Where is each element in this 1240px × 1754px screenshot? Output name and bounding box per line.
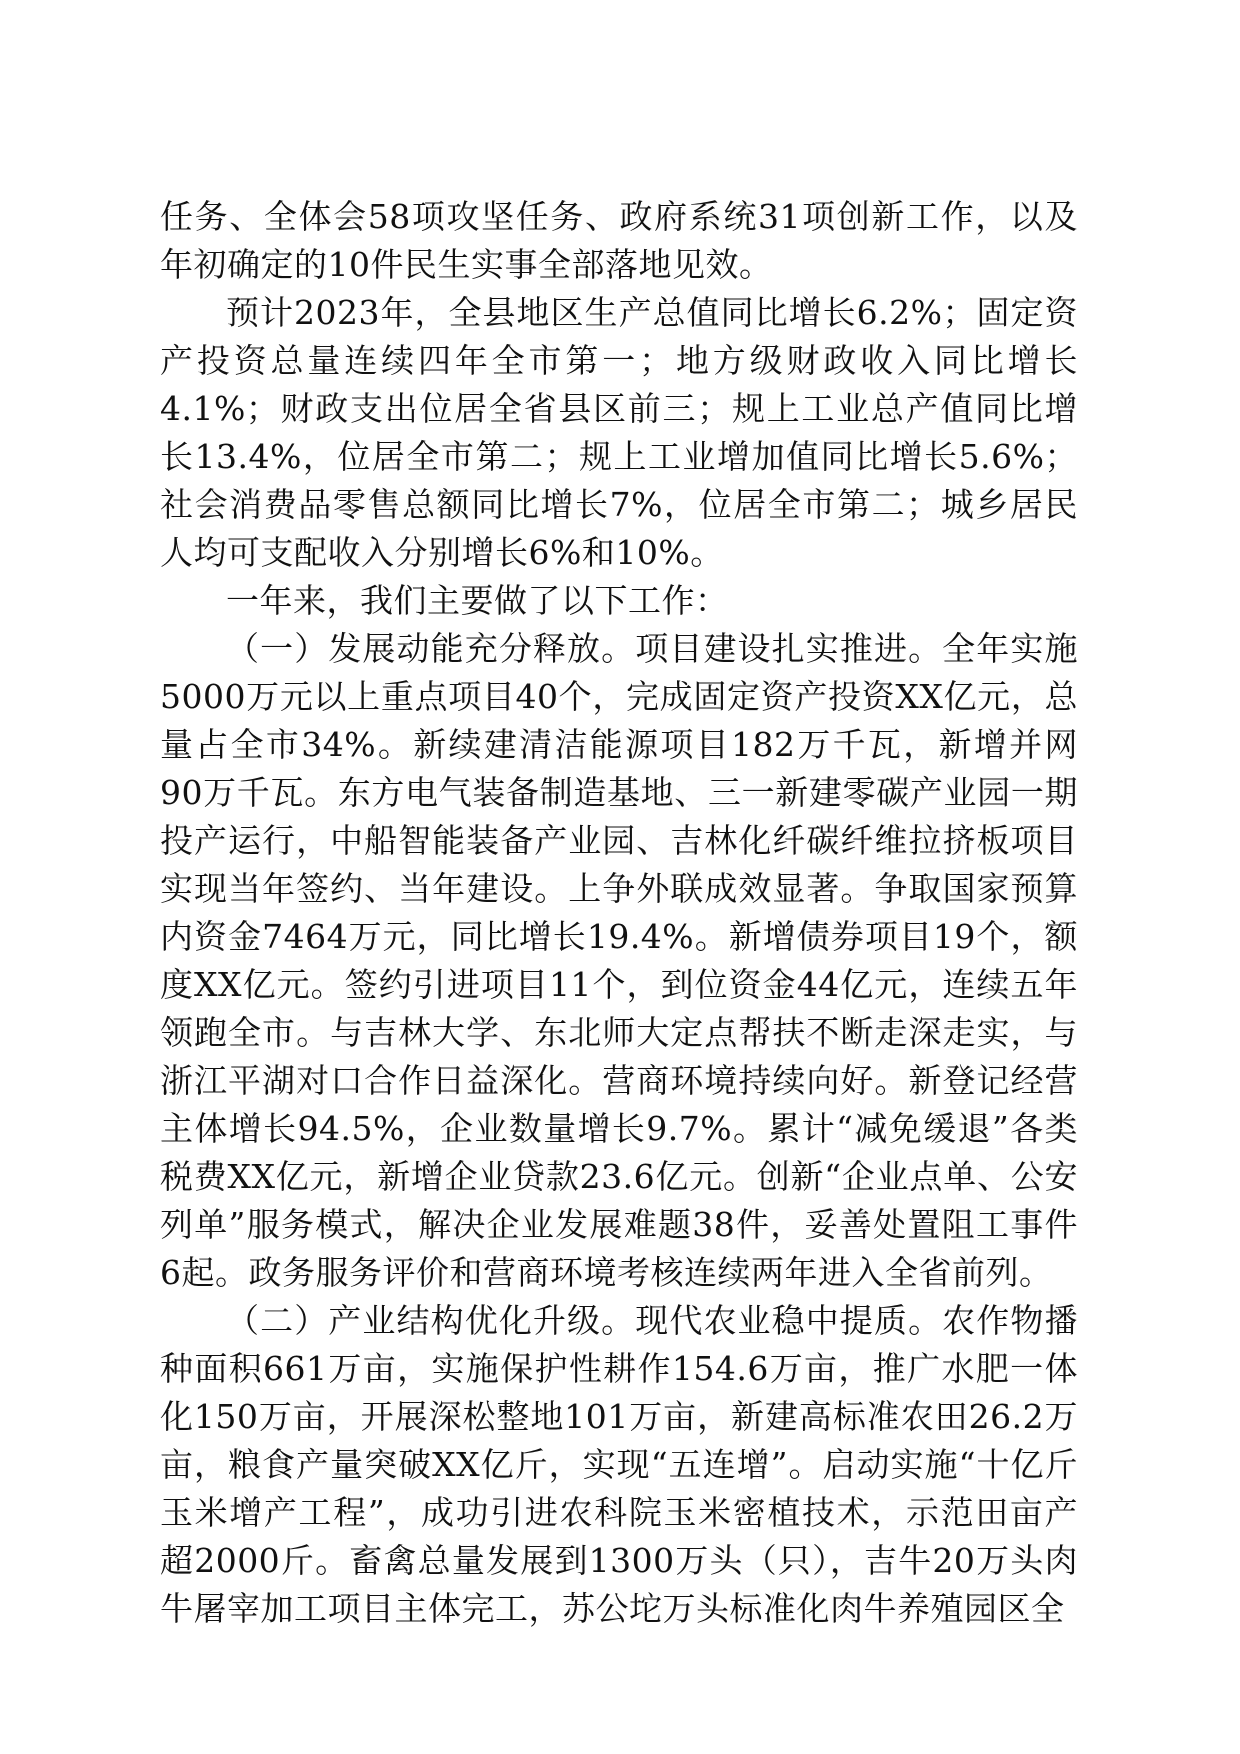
paragraph-section-one xyxy=(160,625,1078,1297)
paragraph-continuation xyxy=(160,193,1078,289)
paragraph-work-intro xyxy=(160,577,1078,625)
paragraph-text: 现代农业稳中提质。农作物播种面积661万亩，实施保护性耕作154.6万亩，推广水肥一体化150万亩，开展深松整地101万亩，新建高标准农田26.2万亩，粮食产量突破XX亿斤，实现“五连增”。启动实施“十亿斤玉米增产工程”，成功引进农科院玉米密植技术，示范田亩产超2000斤。畜禽总量发展到1300万头（只），吉牛20万头肉牛屠宰加工项目主体完工，苏公坨万头标准化肉牛养殖园区全 xyxy=(160,1301,1079,1628)
paragraph-text: 一年来，我们主要做了以下工作： xyxy=(226,581,729,620)
paragraph-text: 预计2023年，全县地区生产总值同比增长6.2%；固定资产投资总量连续四年全市第一；地方级财政收入同比增长4.1%；财政支出位居全省县区前三；规上工业总产值同比增长13.4%，位居全市第二；规上工业增加值同比增长5.6%；社会消费品零售总额同比增长7%，位居全市第二；城乡居民人均可支配收入分别增长6%和10%。 xyxy=(160,293,1078,572)
paragraph-text: 任务、全体会58项攻坚任务、政府系统31项创新工作，以及年初确定的10件民生实事全部落地见效。 xyxy=(160,197,1078,284)
paragraph-economic-forecast xyxy=(160,289,1078,577)
section-heading: （二）产业结构优化升级。 xyxy=(226,1301,636,1340)
paragraph-text: 项目建设扎实推进。全年实施5000万元以上重点项目40个，完成固定资产投资XX亿元，总量占全市34%。新续建清洁能源项目182万千瓦，新增并网90万千瓦。东方电气装备制造基地、三一新建零碳产业园一期投产运行，中船智能装备产业园、吉林化纤碳纤维拉挤板项目实现当年签约、当年建设。上争外联成效显著。争取国家预算内资金7464万元，同比增长19.4%。新增债券项目19个，额度XX亿元。签约引进项目11个，到位资金44亿元，连续五年领跑全市。与吉林大学、东北师大定点帮扶不断走深走实，与浙江平湖对口合作日益深化。营商环境持续向好。新登记经营主体增长94.5%，企业数量增长9.7%。累计“减免缓退”各类税费XX亿元，新增企业贷款23.6亿元。创新“企业点单、公安列单”服务模式，解决企业发展难题38件，妥善处置阻工事件6起。政务服务评价和营商环境考核连续两年进入全省前列。 xyxy=(160,629,1079,1292)
section-heading: （一）发展动能充分释放。 xyxy=(226,629,636,668)
document-body xyxy=(160,193,1078,1633)
paragraph-section-two xyxy=(160,1297,1078,1633)
